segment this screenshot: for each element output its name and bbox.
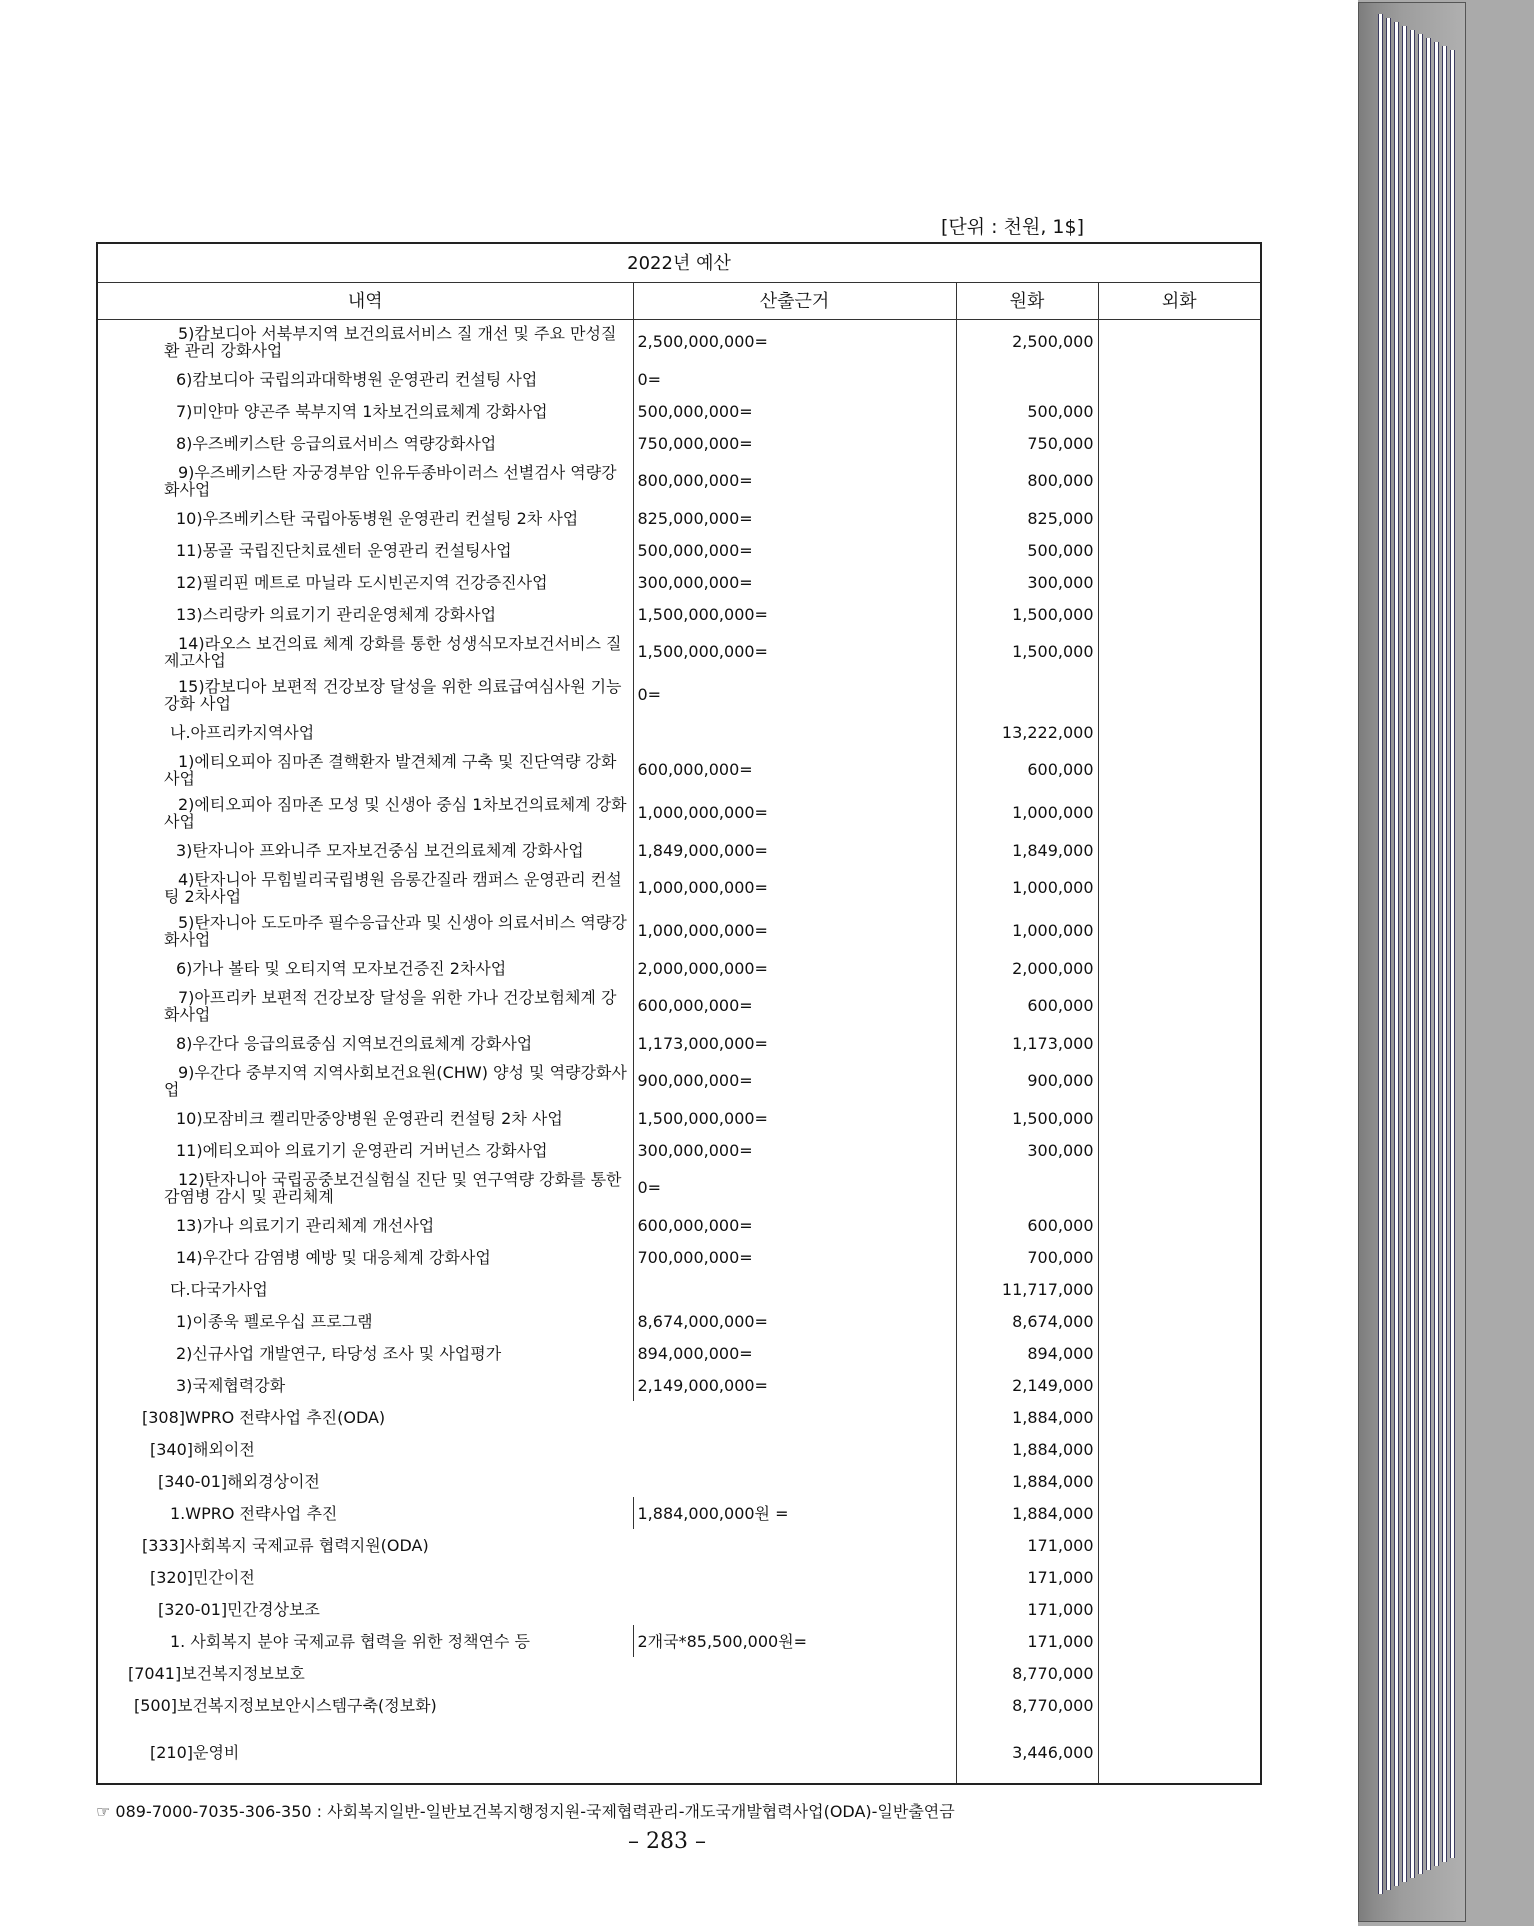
row-description: 2)신규사업 개발연구, 타당성 조사 및 사업평가 <box>97 1337 633 1369</box>
row-fx-amount <box>1098 1102 1261 1134</box>
row-calculation: 600,000,000= <box>633 984 956 1027</box>
row-krw-amount: 300,000 <box>956 566 1098 598</box>
column-header-fx: 외화 <box>1098 283 1261 320</box>
page-edge-line <box>1434 42 1439 1866</box>
section-fx-amount <box>1098 1625 1261 1657</box>
row-description: 14)라오스 보건의료 체계 강화를 통한 성생식모자보건서비스 질 제고사업 <box>97 630 633 673</box>
column-header-calc: 산출근거 <box>633 283 956 320</box>
section-fx-amount <box>1098 1657 1261 1689</box>
row-krw-amount: 600,000 <box>956 748 1098 791</box>
section-krw-amount: 3,446,000 <box>956 1721 1098 1784</box>
row-fx-amount <box>1098 1337 1261 1369</box>
row-fx-amount <box>1098 630 1261 673</box>
section-fx-amount <box>1098 1561 1261 1593</box>
row-description: 13)스리랑카 의료기기 관리운영체계 강화사업 <box>97 598 633 630</box>
row-calculation: 1,000,000,000= <box>633 791 956 834</box>
row-calculation: 1,000,000,000= <box>633 909 956 952</box>
row-calculation: 700,000,000= <box>633 1241 956 1273</box>
row-krw-amount: 1,500,000 <box>956 1102 1098 1134</box>
table-row <box>97 834 1261 866</box>
row-fx-amount <box>1098 1241 1261 1273</box>
table-row <box>97 1059 1261 1102</box>
row-krw-amount: 8,674,000 <box>956 1305 1098 1337</box>
row-calculation: 0= <box>633 363 956 395</box>
table-row <box>97 952 1261 984</box>
section-row <box>97 1689 1261 1721</box>
row-description: 9)우즈베키스탄 자궁경부암 인유두종바이러스 선별검사 역량강화사업 <box>97 459 633 502</box>
section-fx-amount <box>1098 1529 1261 1561</box>
row-krw-amount <box>956 363 1098 395</box>
section-row <box>97 1721 1261 1784</box>
section-fx-amount <box>1098 1497 1261 1529</box>
row-fx-amount <box>1098 716 1261 748</box>
column-header-row <box>97 283 1261 320</box>
row-krw-amount: 1,000,000 <box>956 909 1098 952</box>
row-fx-amount <box>1098 320 1261 364</box>
table-row <box>97 1305 1261 1337</box>
section-fx-amount <box>1098 1593 1261 1625</box>
row-fx-amount <box>1098 1369 1261 1401</box>
row-description: 15)캄보디아 보편적 건강보장 달성을 위한 의료급여심사원 기능 강화 사업 <box>97 673 633 716</box>
row-description: 3)국제협력강화 <box>97 1369 633 1401</box>
page-edge-line <box>1418 34 1423 1874</box>
row-calculation: 900,000,000= <box>633 1059 956 1102</box>
row-calculation <box>633 1273 956 1305</box>
row-krw-amount: 300,000 <box>956 1134 1098 1166</box>
row-krw-amount: 825,000 <box>956 502 1098 534</box>
section-row <box>97 1401 1261 1433</box>
row-calculation: 1,500,000,000= <box>633 1102 956 1134</box>
row-description: 11)몽골 국립진단치료센터 운영관리 컨설팅사업 <box>97 534 633 566</box>
row-krw-amount: 900,000 <box>956 1059 1098 1102</box>
section-description: [500]보건복지정보보안시스템구축(정보화) <box>97 1689 956 1721</box>
row-calculation: 1,500,000,000= <box>633 598 956 630</box>
table-row <box>97 866 1261 909</box>
section-calculation: 1,884,000,000원 = <box>633 1497 956 1529</box>
section-description: 1. 사회복지 분야 국제교류 협력을 위한 정책연수 등 <box>97 1625 633 1657</box>
row-calculation: 800,000,000= <box>633 459 956 502</box>
section-fx-amount <box>1098 1401 1261 1433</box>
row-krw-amount: 894,000 <box>956 1337 1098 1369</box>
table-row <box>97 566 1261 598</box>
row-fx-amount <box>1098 534 1261 566</box>
row-calculation: 300,000,000= <box>633 1134 956 1166</box>
section-description: [340-01]해외경상이전 <box>97 1465 956 1497</box>
row-krw-amount: 500,000 <box>956 534 1098 566</box>
row-krw-amount: 1,500,000 <box>956 630 1098 673</box>
row-description: 7)미얀마 양곤주 북부지역 1차보건의료체계 강화사업 <box>97 395 633 427</box>
table-row <box>97 673 1261 716</box>
row-calculation: 1,173,000,000= <box>633 1027 956 1059</box>
row-fx-amount <box>1098 1166 1261 1209</box>
table-row <box>97 363 1261 395</box>
row-fx-amount <box>1098 459 1261 502</box>
section-row <box>97 1657 1261 1689</box>
row-fx-amount <box>1098 984 1261 1027</box>
section-krw-amount: 8,770,000 <box>956 1689 1098 1721</box>
row-fx-amount <box>1098 395 1261 427</box>
section-fx-amount <box>1098 1465 1261 1497</box>
row-calculation: 750,000,000= <box>633 427 956 459</box>
row-fx-amount <box>1098 673 1261 716</box>
row-calculation: 500,000,000= <box>633 395 956 427</box>
row-calculation: 1,500,000,000= <box>633 630 956 673</box>
row-krw-amount: 13,222,000 <box>956 716 1098 748</box>
row-fx-amount <box>1098 791 1261 834</box>
section-krw-amount: 8,770,000 <box>956 1657 1098 1689</box>
unit-label: [단위 : 천원, 1$] <box>941 216 1084 238</box>
row-fx-amount <box>1098 952 1261 984</box>
table-row <box>97 534 1261 566</box>
row-description: 10)모잠비크 켈리만중앙병원 운영관리 컨설팅 2차 사업 <box>97 1102 633 1134</box>
row-calculation: 600,000,000= <box>633 1209 956 1241</box>
table-row <box>97 1369 1261 1401</box>
table-row <box>97 984 1261 1027</box>
row-krw-amount: 1,173,000 <box>956 1027 1098 1059</box>
row-description: 12)필리핀 메트로 마닐라 도시빈곤지역 건강증진사업 <box>97 566 633 598</box>
row-fx-amount <box>1098 1059 1261 1102</box>
row-calculation: 600,000,000= <box>633 748 956 791</box>
year-header-row <box>97 243 1261 283</box>
row-calculation: 0= <box>633 673 956 716</box>
row-krw-amount: 1,500,000 <box>956 598 1098 630</box>
column-header-krw: 원화 <box>956 283 1098 320</box>
row-description: 12)탄자니아 국립공중보건실험실 진단 및 연구역량 강화를 통한 감염병 감시 및 관리체계 <box>97 1166 633 1209</box>
table-row <box>97 791 1261 834</box>
row-fx-amount <box>1098 1273 1261 1305</box>
table-row <box>97 1027 1261 1059</box>
row-description: 2)에티오피아 짐마존 모성 및 신생아 중심 1차보건의료체계 강화사업 <box>97 791 633 834</box>
page-edge-line <box>1410 30 1415 1878</box>
section-krw-amount: 1,884,000 <box>956 1433 1098 1465</box>
row-fx-amount <box>1098 427 1261 459</box>
table-row <box>97 630 1261 673</box>
page-edge-line <box>1450 50 1455 1858</box>
table-row <box>97 748 1261 791</box>
row-description: 10)우즈베키스탄 국립아동병원 운영관리 컨설팅 2차 사업 <box>97 502 633 534</box>
page-edge-line <box>1402 26 1407 1882</box>
row-description: 11)에티오피아 의료기기 운영관리 거버넌스 강화사업 <box>97 1134 633 1166</box>
row-krw-amount: 1,000,000 <box>956 791 1098 834</box>
section-description: 1.WPRO 전략사업 추진 <box>97 1497 633 1529</box>
row-calculation <box>633 716 956 748</box>
row-description: 나.아프리카지역사업 <box>97 716 633 748</box>
page-edge-line <box>1442 46 1447 1862</box>
section-fx-amount <box>1098 1433 1261 1465</box>
row-krw-amount: 750,000 <box>956 427 1098 459</box>
budget-table <box>96 242 1262 1785</box>
section-description: [333]사회복지 국제교류 협력지원(ODA) <box>97 1529 956 1561</box>
row-description: 1)이종욱 펠로우십 프로그램 <box>97 1305 633 1337</box>
table-row <box>97 459 1261 502</box>
row-calculation: 1,849,000,000= <box>633 834 956 866</box>
section-description: [308]WPRO 전략사업 추진(ODA) <box>97 1401 956 1433</box>
row-calculation: 2,000,000,000= <box>633 952 956 984</box>
row-fx-amount <box>1098 834 1261 866</box>
row-krw-amount: 500,000 <box>956 395 1098 427</box>
table-row <box>97 502 1261 534</box>
table-row <box>97 598 1261 630</box>
section-krw-amount: 171,000 <box>956 1561 1098 1593</box>
row-calculation: 825,000,000= <box>633 502 956 534</box>
row-calculation: 1,000,000,000= <box>633 866 956 909</box>
page-edge-line <box>1426 38 1431 1870</box>
row-description: 다.다국가사업 <box>97 1273 633 1305</box>
section-description: [320]민간이전 <box>97 1561 956 1593</box>
table-row <box>97 1241 1261 1273</box>
row-fx-amount <box>1098 1134 1261 1166</box>
section-krw-amount: 171,000 <box>956 1625 1098 1657</box>
section-krw-amount: 171,000 <box>956 1529 1098 1561</box>
row-krw-amount: 600,000 <box>956 984 1098 1027</box>
row-calculation: 0= <box>633 1166 956 1209</box>
page-edge-line <box>1378 14 1383 1894</box>
footer-note: ☞ 089-7000-7035-306-350 : 사회복지일반-일반보건복지행정지원-국제협력관리-개도국개발협력사업(ODA)-일반출연금 <box>96 1802 955 1821</box>
section-krw-amount: 1,884,000 <box>956 1465 1098 1497</box>
section-krw-amount: 1,884,000 <box>956 1497 1098 1529</box>
row-krw-amount: 1,000,000 <box>956 866 1098 909</box>
row-description: 6)캄보디아 국립의과대학병원 운영관리 컨설팅 사업 <box>97 363 633 395</box>
row-krw-amount <box>956 673 1098 716</box>
table-row <box>97 1337 1261 1369</box>
table-body <box>97 320 1261 1785</box>
row-description: 14)우간다 감염병 예방 및 대응체계 강화사업 <box>97 1241 633 1273</box>
row-krw-amount: 800,000 <box>956 459 1098 502</box>
row-fx-amount <box>1098 502 1261 534</box>
page-edge-line <box>1386 18 1391 1890</box>
table-row <box>97 1209 1261 1241</box>
section-fx-amount <box>1098 1721 1261 1784</box>
table-row <box>97 716 1261 748</box>
row-krw-amount: 700,000 <box>956 1241 1098 1273</box>
section-row <box>97 1593 1261 1625</box>
row-calculation: 894,000,000= <box>633 1337 956 1369</box>
row-calculation: 500,000,000= <box>633 534 956 566</box>
row-fx-amount <box>1098 1027 1261 1059</box>
section-row <box>97 1561 1261 1593</box>
section-fx-amount <box>1098 1689 1261 1721</box>
table-row <box>97 320 1261 364</box>
section-description: [7041]보건복지정보보호 <box>97 1657 956 1689</box>
row-description: 4)탄자니아 무힘빌리국립병원 음롱간질라 캠퍼스 운영관리 컨설팅 2차사업 <box>97 866 633 909</box>
section-row <box>97 1625 1261 1657</box>
section-description: [340]해외이전 <box>97 1433 956 1465</box>
table-row <box>97 395 1261 427</box>
row-description: 8)우즈베키스탄 응급의료서비스 역량강화사업 <box>97 427 633 459</box>
table-row <box>97 1166 1261 1209</box>
section-row <box>97 1497 1261 1529</box>
row-calculation: 2,500,000,000= <box>633 320 956 364</box>
section-krw-amount: 1,884,000 <box>956 1401 1098 1433</box>
row-fx-amount <box>1098 566 1261 598</box>
row-fx-amount <box>1098 363 1261 395</box>
row-fx-amount <box>1098 598 1261 630</box>
section-krw-amount: 171,000 <box>956 1593 1098 1625</box>
row-fx-amount <box>1098 866 1261 909</box>
row-krw-amount: 1,849,000 <box>956 834 1098 866</box>
section-description: [320-01]민간경상보조 <box>97 1593 956 1625</box>
row-description: 13)가나 의료기기 관리체계 개선사업 <box>97 1209 633 1241</box>
section-row <box>97 1433 1261 1465</box>
row-fx-amount <box>1098 748 1261 791</box>
row-calculation: 2,149,000,000= <box>633 1369 956 1401</box>
section-calculation: 2개국*85,500,000원= <box>633 1625 956 1657</box>
row-krw-amount <box>956 1166 1098 1209</box>
row-description: 6)가나 볼타 및 오티지역 모자보건증진 2차사업 <box>97 952 633 984</box>
row-krw-amount: 2,500,000 <box>956 320 1098 364</box>
row-calculation: 300,000,000= <box>633 566 956 598</box>
section-row <box>97 1465 1261 1497</box>
page-number: – 283 – <box>628 1829 706 1854</box>
row-fx-amount <box>1098 1209 1261 1241</box>
row-krw-amount: 2,000,000 <box>956 952 1098 984</box>
table-row <box>97 1102 1261 1134</box>
row-description: 9)우간다 중부지역 지역사회보건요원(CHW) 양성 및 역량강화사업 <box>97 1059 633 1102</box>
row-krw-amount: 600,000 <box>956 1209 1098 1241</box>
row-description: 8)우간다 응급의료중심 지역보건의료체계 강화사업 <box>97 1027 633 1059</box>
table-row <box>97 427 1261 459</box>
row-fx-amount <box>1098 909 1261 952</box>
row-fx-amount <box>1098 1305 1261 1337</box>
row-description: 5)캄보디아 서북부지역 보건의료서비스 질 개선 및 주요 만성질환 관리 강화사업 <box>97 320 633 364</box>
table-row <box>97 1273 1261 1305</box>
row-krw-amount: 11,717,000 <box>956 1273 1098 1305</box>
table-row <box>97 909 1261 952</box>
section-row <box>97 1529 1261 1561</box>
table-row <box>97 1134 1261 1166</box>
row-krw-amount: 2,149,000 <box>956 1369 1098 1401</box>
row-description: 7)아프리카 보편적 건강보장 달성을 위한 가나 건강보험체계 강화사업 <box>97 984 633 1027</box>
column-header-desc: 내역 <box>97 283 633 320</box>
page-edge-line <box>1394 22 1399 1886</box>
row-calculation: 8,674,000,000= <box>633 1305 956 1337</box>
row-description: 5)탄자니아 도도마주 필수응급산과 및 신생아 의료서비스 역량강화사업 <box>97 909 633 952</box>
row-description: 1)에티오피아 짐마존 결핵환자 발견체계 구축 및 진단역량 강화사업 <box>97 748 633 791</box>
section-description: [210]운영비 <box>97 1721 956 1784</box>
year-header: 2022년 예산 <box>97 243 1261 283</box>
row-description: 3)탄자니아 프와니주 모자보건중심 보건의료체계 강화사업 <box>97 834 633 866</box>
